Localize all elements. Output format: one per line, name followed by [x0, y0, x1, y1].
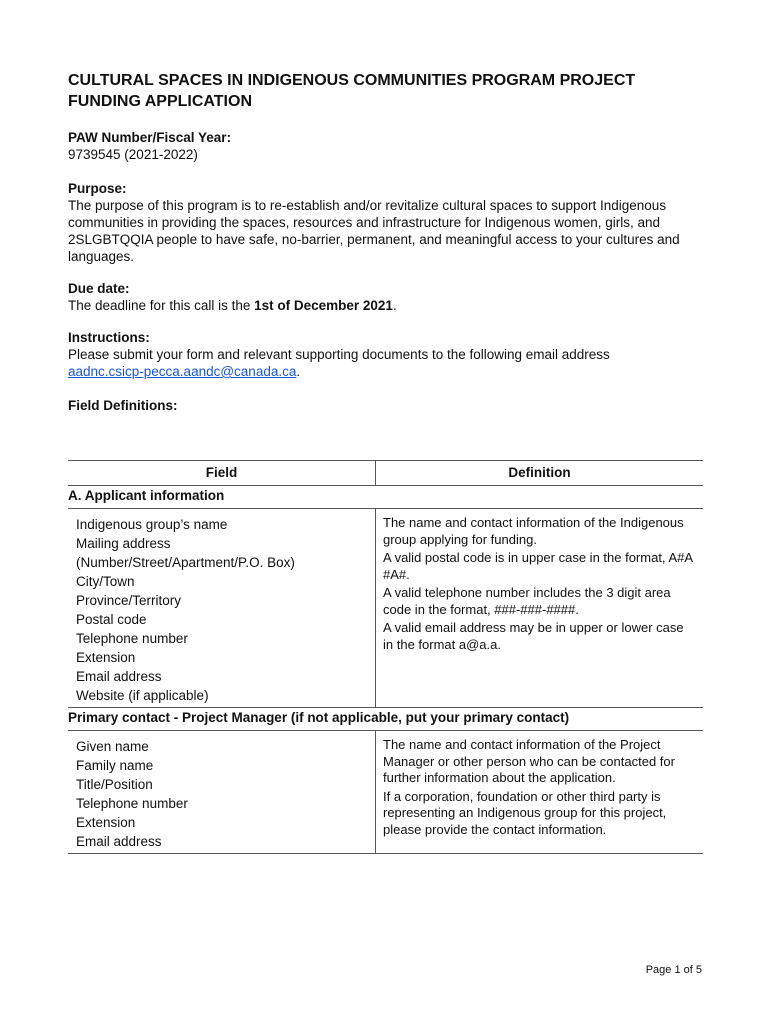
- purpose-section: [68, 180, 703, 265]
- definition-item: If a corporation, foundation or other third party is representing an Indigenous group for this project, please provide the contact information.: [383, 788, 667, 837]
- definition-item: A valid telephone number includes the 3 digit area code in the format, ###-###-####.: [383, 585, 671, 617]
- field-definitions-label: Field Definitions:: [68, 398, 178, 413]
- definition-item: The name and contact information of the Indigenous group applying for funding.: [383, 515, 684, 547]
- purpose-text: The purpose of this program is to re-establish and/or revitalize cultural spaces to support Indigenous communities in providing the spaces, resources and infrastructure for Indigenous women, girls, and 2SLGBTQQIA people to have safe, no-barrier, permanent, and meaningful access to your cultures and languages.: [68, 198, 680, 264]
- field-item: Postal code: [76, 612, 147, 627]
- field-item: Website (if applicable): [76, 688, 209, 703]
- field-item: Given name: [76, 739, 149, 754]
- table-row: [68, 509, 703, 708]
- due-date-prefix: The deadline for this call is the: [68, 298, 255, 313]
- instructions-email-line: [68, 363, 703, 380]
- instructions-text: Please submit your form and relevant supporting documents to the following email address: [68, 347, 610, 362]
- field-item: City/Town: [76, 574, 135, 589]
- field-item: (Number/Street/Apartment/P.O. Box): [76, 555, 295, 570]
- paw-value: 9739545 (2021-2022): [68, 147, 198, 162]
- definition-item: A valid postal code is in upper case in the format, A#A #A#.: [383, 550, 693, 582]
- due-date-section: [68, 280, 703, 314]
- due-date-suffix: .: [392, 298, 397, 313]
- due-date-value: 1st of December 2021: [254, 298, 393, 313]
- document-title: CULTURAL SPACES IN INDIGENOUS COMMUNITIES PROGRAM PROJECT FUNDING APPLICATION: [68, 72, 636, 110]
- field-column-header: Field: [68, 461, 376, 486]
- field-item: Family name: [76, 758, 154, 773]
- section-row: [68, 708, 703, 731]
- field-definitions-table: [68, 460, 703, 854]
- email-suffix: .: [296, 364, 301, 379]
- field-item: Email address: [76, 669, 162, 684]
- due-date-text: [68, 297, 703, 314]
- paw-section: [68, 129, 703, 163]
- section-title-applicant: A. Applicant information: [68, 486, 703, 509]
- field-item: Email address: [76, 834, 162, 849]
- section-row: [68, 486, 703, 509]
- definition-column-header: Definition: [376, 461, 704, 486]
- field-item: Telephone number: [76, 631, 188, 646]
- field-item: Indigenous group’s name: [76, 517, 228, 532]
- definition-list: [376, 731, 704, 854]
- field-item: Extension: [76, 815, 136, 830]
- due-date-label: Due date:: [68, 281, 130, 296]
- field-list: [68, 731, 376, 854]
- definition-item: A valid email address may be in upper or lower case in the format a@a.a.: [383, 620, 684, 652]
- instructions-label: Instructions:: [68, 330, 150, 345]
- field-list: [68, 509, 376, 708]
- field-item: Extension: [76, 650, 136, 665]
- document-page: [68, 70, 703, 849]
- paw-label: PAW Number/Fiscal Year:: [68, 130, 232, 145]
- field-item: Province/Territory: [76, 593, 182, 608]
- field-item: Telephone number: [76, 796, 188, 811]
- submission-email-link[interactable]: aadnc.csicp-pecca.aandc@canada.ca: [68, 364, 297, 379]
- table-header-row: [68, 461, 703, 486]
- definition-list: [376, 509, 704, 708]
- instructions-section: [68, 329, 703, 380]
- field-item: Mailing address: [76, 536, 171, 551]
- table-row: [68, 731, 703, 854]
- purpose-label: Purpose:: [68, 181, 127, 196]
- section-title-primary-contact: Primary contact - Project Manager (if not applicable, put your primary contact): [68, 708, 703, 731]
- definition-item: The name and contact information of the Project Manager or other person who can be contacted for further information about the application.: [383, 737, 675, 785]
- page-number: Page 1 of 5: [645, 964, 702, 976]
- field-item: Title/Position: [76, 777, 153, 792]
